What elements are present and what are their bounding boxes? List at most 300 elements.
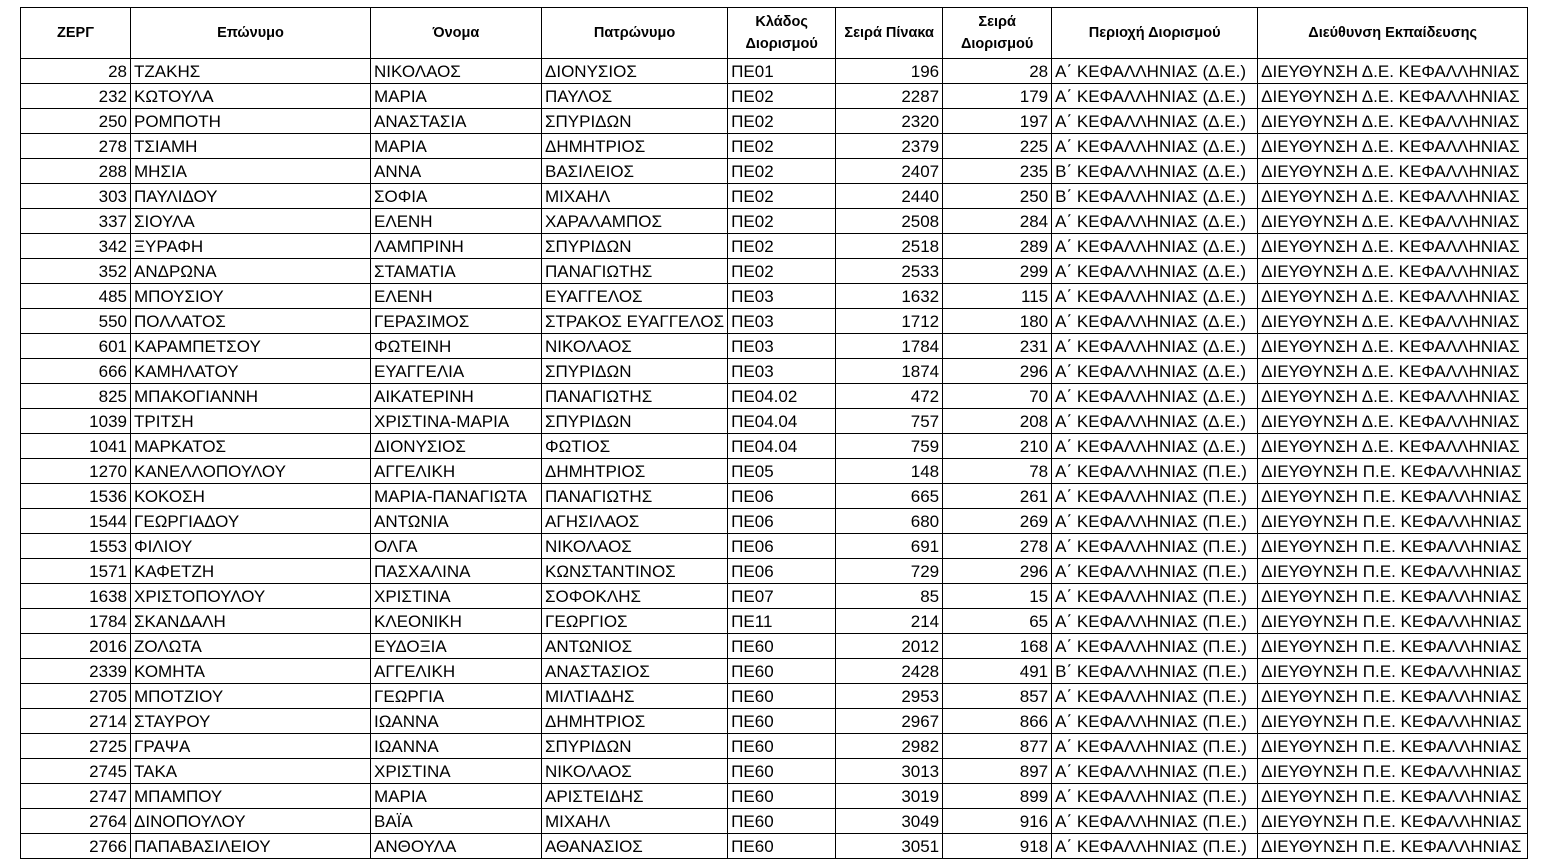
area-cell: Α΄ ΚΕΦΑΛΛΗΝΙΑΣ (Δ.Ε.) (1052, 409, 1258, 434)
directorate-cell: ΔΙΕΥΘΥΝΣΗ Δ.Ε. ΚΕΦΑΛΛΗΝΙΑΣ (1258, 134, 1528, 159)
table-row (21, 559, 1528, 584)
table-row (21, 809, 1528, 834)
surname-cell: ΜΠΑΜΠΟΥ (131, 784, 371, 809)
surname-cell: ΤΡΙΤΣΗ (131, 409, 371, 434)
appointment-rank-cell: 179 (943, 84, 1052, 109)
first-name-cell: ΜΑΡΙΑ (371, 134, 542, 159)
zerg-cell: 601 (21, 334, 131, 359)
area-cell: Α΄ ΚΕΦΑΛΛΗΝΙΑΣ (Π.Ε.) (1052, 784, 1258, 809)
branch-cell: ΠΕ02 (728, 134, 836, 159)
appointment-rank-cell: 197 (943, 109, 1052, 134)
directorate-cell: ΔΙΕΥΘΥΝΣΗ Π.Ε. ΚΕΦΑΛΛΗΝΙΑΣ (1258, 834, 1528, 859)
fathers-name-cell: ΑΝΤΩΝΙΟΣ (542, 634, 728, 659)
area-cell: Α΄ ΚΕΦΑΛΛΗΝΙΑΣ (Δ.Ε.) (1052, 209, 1258, 234)
table-rank-cell: 2440 (836, 184, 943, 209)
directorate-cell: ΔΙΕΥΘΥΝΣΗ Π.Ε. ΚΕΦΑΛΛΗΝΙΑΣ (1258, 684, 1528, 709)
fathers-name-cell: ΔΗΜΗΤΡΙΟΣ (542, 709, 728, 734)
table-row (21, 159, 1528, 184)
table-row (21, 309, 1528, 334)
fathers-name-cell: ΕΥΑΓΓΕΛΟΣ (542, 284, 728, 309)
table-rank-cell: 2533 (836, 259, 943, 284)
area-cell: Α΄ ΚΕΦΑΛΛΗΝΙΑΣ (Δ.Ε.) (1052, 59, 1258, 84)
surname-cell: ΑΝΔΡΩΝΑ (131, 259, 371, 284)
branch-cell: ΠΕ04.04 (728, 434, 836, 459)
directorate-cell: ΔΙΕΥΘΥΝΣΗ Δ.Ε. ΚΕΦΑΛΛΗΝΙΑΣ (1258, 84, 1528, 109)
directorate-cell: ΔΙΕΥΘΥΝΣΗ Δ.Ε. ΚΕΦΑΛΛΗΝΙΑΣ (1258, 209, 1528, 234)
surname-cell: ΜΗΣΙΑ (131, 159, 371, 184)
area-cell: Α΄ ΚΕΦΑΛΛΗΝΙΑΣ (Π.Ε.) (1052, 734, 1258, 759)
branch-cell: ΠΕ11 (728, 609, 836, 634)
directorate-cell: ΔΙΕΥΘΥΝΣΗ Δ.Ε. ΚΕΦΑΛΛΗΝΙΑΣ (1258, 384, 1528, 409)
zerg-cell: 288 (21, 159, 131, 184)
header-fathers-name: Πατρώνυμο (542, 8, 728, 59)
branch-cell: ΠΕ06 (728, 509, 836, 534)
zerg-cell: 2339 (21, 659, 131, 684)
fathers-name-cell: ΣΠΥΡΙΔΩΝ (542, 734, 728, 759)
appointment-rank-cell: 235 (943, 159, 1052, 184)
branch-cell: ΠΕ02 (728, 259, 836, 284)
area-cell: Α΄ ΚΕΦΑΛΛΗΝΙΑΣ (Δ.Ε.) (1052, 134, 1258, 159)
fathers-name-cell: ΠΑΝΑΓΙΩΤΗΣ (542, 484, 728, 509)
branch-cell: ΠΕ60 (728, 834, 836, 859)
branch-cell: ΠΕ60 (728, 634, 836, 659)
zerg-cell: 1270 (21, 459, 131, 484)
branch-cell: ΠΕ02 (728, 159, 836, 184)
area-cell: Α΄ ΚΕΦΑΛΛΗΝΙΑΣ (Δ.Ε.) (1052, 259, 1258, 284)
directorate-cell: ΔΙΕΥΘΥΝΣΗ Π.Ε. ΚΕΦΑΛΛΗΝΙΑΣ (1258, 809, 1528, 834)
first-name-cell: ΜΑΡΙΑ (371, 784, 542, 809)
zerg-cell: 278 (21, 134, 131, 159)
first-name-cell: ΧΡΙΣΤΙΝΑ (371, 584, 542, 609)
first-name-cell: ΧΡΙΣΤΙΝΑ (371, 759, 542, 784)
appointment-rank-cell: 866 (943, 709, 1052, 734)
first-name-cell: ΔΙΟΝΥΣΙΟΣ (371, 434, 542, 459)
fathers-name-cell: ΝΙΚΟΛΑΟΣ (542, 759, 728, 784)
branch-cell: ΠΕ02 (728, 184, 836, 209)
appointment-rank-cell: 899 (943, 784, 1052, 809)
table-row (21, 259, 1528, 284)
fathers-name-cell: ΣΠΥΡΙΔΩΝ (542, 409, 728, 434)
directorate-cell: ΔΙΕΥΘΥΝΣΗ Π.Ε. ΚΕΦΑΛΛΗΝΙΑΣ (1258, 484, 1528, 509)
zerg-cell: 232 (21, 84, 131, 109)
branch-cell: ΠΕ07 (728, 584, 836, 609)
first-name-cell: ΠΑΣΧΑΛΙΝΑ (371, 559, 542, 584)
surname-cell: ΡΟΜΠΟΤΗ (131, 109, 371, 134)
table-row (21, 209, 1528, 234)
directorate-cell: ΔΙΕΥΘΥΝΣΗ Π.Ε. ΚΕΦΑΛΛΗΝΙΑΣ (1258, 634, 1528, 659)
table-row (21, 509, 1528, 534)
area-cell: Α΄ ΚΕΦΑΛΛΗΝΙΑΣ (Δ.Ε.) (1052, 109, 1258, 134)
directorate-cell: ΔΙΕΥΘΥΝΣΗ Δ.Ε. ΚΕΦΑΛΛΗΝΙΑΣ (1258, 184, 1528, 209)
appointment-rank-cell: 180 (943, 309, 1052, 334)
first-name-cell: ΣΟΦΙΑ (371, 184, 542, 209)
surname-cell: ΤΣΙΑΜΗ (131, 134, 371, 159)
directorate-cell: ΔΙΕΥΘΥΝΣΗ Π.Ε. ΚΕΦΑΛΛΗΝΙΑΣ (1258, 459, 1528, 484)
surname-cell: ΤΖΑΚΗΣ (131, 59, 371, 84)
surname-cell: ΚΑΦΕΤΖΗ (131, 559, 371, 584)
table-rank-cell: 2012 (836, 634, 943, 659)
directorate-cell: ΔΙΕΥΘΥΝΣΗ Π.Ε. ΚΕΦΑΛΛΗΝΙΑΣ (1258, 784, 1528, 809)
fathers-name-cell: ΣΟΦΟΚΛΗΣ (542, 584, 728, 609)
fathers-name-cell: ΠΑΥΛΟΣ (542, 84, 728, 109)
table-rank-cell: 729 (836, 559, 943, 584)
zerg-cell: 1571 (21, 559, 131, 584)
table-rank-cell: 2287 (836, 84, 943, 109)
first-name-cell: ΦΩΤΕΙΝΗ (371, 334, 542, 359)
directorate-cell: ΔΙΕΥΘΥΝΣΗ Δ.Ε. ΚΕΦΑΛΛΗΝΙΑΣ (1258, 409, 1528, 434)
header-appointment-rank: Σειρά Διορισμού (943, 8, 1052, 59)
first-name-cell: ΒΑΪΑ (371, 809, 542, 834)
appointment-rank-cell: 28 (943, 59, 1052, 84)
appointment-rank-cell: 269 (943, 509, 1052, 534)
surname-cell: ΣΤΑΥΡΟΥ (131, 709, 371, 734)
table-row (21, 759, 1528, 784)
area-cell: Α΄ ΚΕΦΑΛΛΗΝΙΑΣ (Π.Ε.) (1052, 709, 1258, 734)
fathers-name-cell: ΠΑΝΑΓΙΩΤΗΣ (542, 384, 728, 409)
zerg-cell: 28 (21, 59, 131, 84)
surname-cell: ΚΟΜΗΤΑ (131, 659, 371, 684)
first-name-cell: ΝΙΚΟΛΑΟΣ (371, 59, 542, 84)
surname-cell: ΞΥΡΑΦΗ (131, 234, 371, 259)
branch-cell: ΠΕ60 (728, 659, 836, 684)
area-cell: Β΄ ΚΕΦΑΛΛΗΝΙΑΣ (Π.Ε.) (1052, 659, 1258, 684)
table-row (21, 359, 1528, 384)
area-cell: Α΄ ΚΕΦΑΛΛΗΝΙΑΣ (Π.Ε.) (1052, 809, 1258, 834)
area-cell: Α΄ ΚΕΦΑΛΛΗΝΙΑΣ (Π.Ε.) (1052, 834, 1258, 859)
zerg-cell: 352 (21, 259, 131, 284)
fathers-name-cell: ΔΙΟΝΥΣΙΟΣ (542, 59, 728, 84)
table-row (21, 334, 1528, 359)
first-name-cell: ΜΑΡΙΑ-ΠΑΝΑΓΙΩΤΑ (371, 484, 542, 509)
zerg-cell: 2725 (21, 734, 131, 759)
table-row (21, 184, 1528, 209)
header-education-directorate: Διεύθυνση Εκπαίδευσης (1258, 8, 1528, 59)
table-row (21, 109, 1528, 134)
fathers-name-cell: ΣΠΥΡΙΔΩΝ (542, 109, 728, 134)
table-rank-cell: 2508 (836, 209, 943, 234)
directorate-cell: ΔΙΕΥΘΥΝΣΗ Π.Ε. ΚΕΦΑΛΛΗΝΙΑΣ (1258, 534, 1528, 559)
fathers-name-cell: ΚΩΝΣΤΑΝΤΙΝΟΣ (542, 559, 728, 584)
table-rank-cell: 85 (836, 584, 943, 609)
fathers-name-cell: ΑΘΑΝΑΣΙΟΣ (542, 834, 728, 859)
branch-cell: ΠΕ03 (728, 309, 836, 334)
surname-cell: ΖΟΛΩΤΑ (131, 634, 371, 659)
area-cell: Α΄ ΚΕΦΑΛΛΗΝΙΑΣ (Δ.Ε.) (1052, 434, 1258, 459)
appointment-rank-cell: 231 (943, 334, 1052, 359)
branch-cell: ΠΕ60 (728, 809, 836, 834)
directorate-cell: ΔΙΕΥΘΥΝΣΗ Δ.Ε. ΚΕΦΑΛΛΗΝΙΑΣ (1258, 284, 1528, 309)
first-name-cell: ΑΓΓΕΛΙΚΗ (371, 459, 542, 484)
appointment-rank-cell: 225 (943, 134, 1052, 159)
zerg-cell: 250 (21, 109, 131, 134)
directorate-cell: ΔΙΕΥΘΥΝΣΗ Δ.Ε. ΚΕΦΑΛΛΗΝΙΑΣ (1258, 159, 1528, 184)
table-rank-cell: 1712 (836, 309, 943, 334)
fathers-name-cell: ΠΑΝΑΓΙΩΤΗΣ (542, 259, 728, 284)
appointment-rank-cell: 168 (943, 634, 1052, 659)
table-rank-cell: 2967 (836, 709, 943, 734)
area-cell: Α΄ ΚΕΦΑΛΛΗΝΙΑΣ (Δ.Ε.) (1052, 284, 1258, 309)
first-name-cell: ΑΝΘΟΥΛΑ (371, 834, 542, 859)
table-rank-cell: 472 (836, 384, 943, 409)
first-name-cell: ΙΩΑΝΝΑ (371, 734, 542, 759)
directorate-cell: ΔΙΕΥΘΥΝΣΗ Π.Ε. ΚΕΦΑΛΛΗΝΙΑΣ (1258, 734, 1528, 759)
table-row (21, 284, 1528, 309)
branch-cell: ΠΕ06 (728, 484, 836, 509)
area-cell: Α΄ ΚΕΦΑΛΛΗΝΙΑΣ (Δ.Ε.) (1052, 84, 1258, 109)
first-name-cell: ΛΑΜΠΡΙΝΗ (371, 234, 542, 259)
table-rank-cell: 196 (836, 59, 943, 84)
appointment-rank-cell: 299 (943, 259, 1052, 284)
first-name-cell: ΟΛΓΑ (371, 534, 542, 559)
area-cell: Α΄ ΚΕΦΑΛΛΗΝΙΑΣ (Δ.Ε.) (1052, 334, 1258, 359)
surname-cell: ΜΑΡΚΑΤΟΣ (131, 434, 371, 459)
fathers-name-cell: ΔΗΜΗΤΡΙΟΣ (542, 134, 728, 159)
header-appointment-branch: Κλάδος Διορισμού (728, 8, 836, 59)
directorate-cell: ΔΙΕΥΘΥΝΣΗ Π.Ε. ΚΕΦΑΛΛΗΝΙΑΣ (1258, 584, 1528, 609)
directorate-cell: ΔΙΕΥΘΥΝΣΗ Π.Ε. ΚΕΦΑΛΛΗΝΙΑΣ (1258, 759, 1528, 784)
header-first-name: Όνομα (371, 8, 542, 59)
zerg-cell: 337 (21, 209, 131, 234)
appointment-rank-cell: 284 (943, 209, 1052, 234)
table-row (21, 134, 1528, 159)
table-row (21, 684, 1528, 709)
directorate-cell: ΔΙΕΥΘΥΝΣΗ Δ.Ε. ΚΕΦΑΛΛΗΝΙΑΣ (1258, 334, 1528, 359)
first-name-cell: ΑΙΚΑΤΕΡΙΝΗ (371, 384, 542, 409)
fathers-name-cell: ΣΤΡΑΚΟΣ ΕΥΑΓΓΕΛΟΣ (542, 309, 728, 334)
table-rank-cell: 214 (836, 609, 943, 634)
area-cell: Α΄ ΚΕΦΑΛΛΗΝΙΑΣ (Π.Ε.) (1052, 509, 1258, 534)
surname-cell: ΚΟΚΟΣΗ (131, 484, 371, 509)
table-rank-cell: 1874 (836, 359, 943, 384)
table-row (21, 459, 1528, 484)
directorate-cell: ΔΙΕΥΘΥΝΣΗ Δ.Ε. ΚΕΦΑΛΛΗΝΙΑΣ (1258, 434, 1528, 459)
appointment-rank-cell: 289 (943, 234, 1052, 259)
surname-cell: ΚΩΤΟΥΛΑ (131, 84, 371, 109)
appointment-rank-cell: 916 (943, 809, 1052, 834)
area-cell: Α΄ ΚΕΦΑΛΛΗΝΙΑΣ (Π.Ε.) (1052, 459, 1258, 484)
table-body (21, 59, 1528, 859)
fathers-name-cell: ΝΙΚΟΛΑΟΣ (542, 534, 728, 559)
surname-cell: ΣΙΟΥΛΑ (131, 209, 371, 234)
area-cell: Α΄ ΚΕΦΑΛΛΗΝΙΑΣ (Π.Ε.) (1052, 584, 1258, 609)
table-row (21, 834, 1528, 859)
table-rank-cell: 691 (836, 534, 943, 559)
zerg-cell: 1784 (21, 609, 131, 634)
first-name-cell: ΑΓΓΕΛΙΚΗ (371, 659, 542, 684)
surname-cell: ΣΚΑΝΔΑΛΗ (131, 609, 371, 634)
branch-cell: ΠΕ01 (728, 59, 836, 84)
appointment-rank-cell: 15 (943, 584, 1052, 609)
table-rank-cell: 2982 (836, 734, 943, 759)
first-name-cell: ΓΕΡΑΣΙΜΟΣ (371, 309, 542, 334)
first-name-cell: ΑΝΝΑ (371, 159, 542, 184)
appointment-rank-cell: 296 (943, 559, 1052, 584)
table-row (21, 484, 1528, 509)
area-cell: Α΄ ΚΕΦΑΛΛΗΝΙΑΣ (Π.Ε.) (1052, 484, 1258, 509)
fathers-name-cell: ΦΩΤΙΟΣ (542, 434, 728, 459)
first-name-cell: ΚΛΕΟΝΙΚΗ (371, 609, 542, 634)
surname-cell: ΠΑΠΑΒΑΣΙΛΕΙΟΥ (131, 834, 371, 859)
table-row (21, 584, 1528, 609)
branch-cell: ΠΕ60 (728, 759, 836, 784)
surname-cell: ΠΑΥΛΙΔΟΥ (131, 184, 371, 209)
zerg-cell: 1544 (21, 509, 131, 534)
appointment-rank-cell: 65 (943, 609, 1052, 634)
first-name-cell: ΕΛΕΝΗ (371, 284, 542, 309)
appointment-rank-cell: 115 (943, 284, 1052, 309)
fathers-name-cell: ΑΓΗΣΙΛΑΟΣ (542, 509, 728, 534)
table-row (21, 709, 1528, 734)
appointment-rank-cell: 491 (943, 659, 1052, 684)
surname-cell: ΚΑΜΗΛΑΤΟΥ (131, 359, 371, 384)
surname-cell: ΜΠΑΚΟΓΙΑΝΝΗ (131, 384, 371, 409)
table-rank-cell: 2407 (836, 159, 943, 184)
area-cell: Β΄ ΚΕΦΑΛΛΗΝΙΑΣ (Δ.Ε.) (1052, 159, 1258, 184)
surname-cell: ΓΡΑΨΑ (131, 734, 371, 759)
appointment-rank-cell: 296 (943, 359, 1052, 384)
table-rank-cell: 3051 (836, 834, 943, 859)
table-row (21, 784, 1528, 809)
directorate-cell: ΔΙΕΥΘΥΝΣΗ Π.Ε. ΚΕΦΑΛΛΗΝΙΑΣ (1258, 559, 1528, 584)
surname-cell: ΠΟΛΛΑΤΟΣ (131, 309, 371, 334)
fathers-name-cell: ΑΡΙΣΤΕΙΔΗΣ (542, 784, 728, 809)
appointment-rank-cell: 278 (943, 534, 1052, 559)
directorate-cell: ΔΙΕΥΘΥΝΣΗ Δ.Ε. ΚΕΦΑΛΛΗΝΙΑΣ (1258, 109, 1528, 134)
branch-cell: ΠΕ03 (728, 284, 836, 309)
directorate-cell: ΔΙΕΥΘΥΝΣΗ Π.Ε. ΚΕΦΑΛΛΗΝΙΑΣ (1258, 509, 1528, 534)
zerg-cell: 1638 (21, 584, 131, 609)
branch-cell: ΠΕ05 (728, 459, 836, 484)
appointment-rank-cell: 918 (943, 834, 1052, 859)
branch-cell: ΠΕ60 (728, 709, 836, 734)
appointment-rank-cell: 877 (943, 734, 1052, 759)
table-rank-cell: 3049 (836, 809, 943, 834)
area-cell: Α΄ ΚΕΦΑΛΛΗΝΙΑΣ (Δ.Ε.) (1052, 384, 1258, 409)
header-zerg: ΖΕΡΓ (21, 8, 131, 59)
table-rank-cell: 2953 (836, 684, 943, 709)
branch-cell: ΠΕ04.04 (728, 409, 836, 434)
first-name-cell: ΑΝΑΣΤΑΣΙΑ (371, 109, 542, 134)
branch-cell: ΠΕ06 (728, 559, 836, 584)
table-row (21, 534, 1528, 559)
fathers-name-cell: ΜΙΧΑΗΛ (542, 809, 728, 834)
branch-cell: ΠΕ60 (728, 734, 836, 759)
zerg-cell: 2745 (21, 759, 131, 784)
table-rank-cell: 148 (836, 459, 943, 484)
fathers-name-cell: ΒΑΣΙΛΕΙΟΣ (542, 159, 728, 184)
surname-cell: ΓΕΩΡΓΙΑΔΟΥ (131, 509, 371, 534)
first-name-cell: ΣΤΑΜΑΤΙΑ (371, 259, 542, 284)
fathers-name-cell: ΜΙΧΑΗΛ (542, 184, 728, 209)
zerg-cell: 303 (21, 184, 131, 209)
appointment-rank-cell: 261 (943, 484, 1052, 509)
fathers-name-cell: ΣΠΥΡΙΔΩΝ (542, 359, 728, 384)
header-table-rank: Σειρά Πίνακα (836, 8, 943, 59)
zerg-cell: 825 (21, 384, 131, 409)
area-cell: Α΄ ΚΕΦΑΛΛΗΝΙΑΣ (Π.Ε.) (1052, 534, 1258, 559)
table-row (21, 84, 1528, 109)
appointment-rank-cell: 897 (943, 759, 1052, 784)
area-cell: Α΄ ΚΕΦΑΛΛΗΝΙΑΣ (Δ.Ε.) (1052, 309, 1258, 334)
area-cell: Β΄ ΚΕΦΑΛΛΗΝΙΑΣ (Δ.Ε.) (1052, 184, 1258, 209)
table-row (21, 234, 1528, 259)
fathers-name-cell: ΧΑΡΑΛΑΜΠΟΣ (542, 209, 728, 234)
zerg-cell: 2705 (21, 684, 131, 709)
fathers-name-cell: ΔΗΜΗΤΡΙΟΣ (542, 459, 728, 484)
zerg-cell: 2016 (21, 634, 131, 659)
header-appointment-area: Περιοχή Διορισμού (1052, 8, 1258, 59)
first-name-cell: ΜΑΡΙΑ (371, 84, 542, 109)
area-cell: Α΄ ΚΕΦΑΛΛΗΝΙΑΣ (Δ.Ε.) (1052, 359, 1258, 384)
table-rank-cell: 2518 (836, 234, 943, 259)
zerg-cell: 1041 (21, 434, 131, 459)
branch-cell: ΠΕ60 (728, 684, 836, 709)
zerg-cell: 2766 (21, 834, 131, 859)
surname-cell: ΚΑΡΑΜΠΕΤΣΟΥ (131, 334, 371, 359)
zerg-cell: 1039 (21, 409, 131, 434)
appointment-rank-cell: 208 (943, 409, 1052, 434)
table-rank-cell: 1784 (836, 334, 943, 359)
appointment-rank-cell: 857 (943, 684, 1052, 709)
area-cell: Α΄ ΚΕΦΑΛΛΗΝΙΑΣ (Π.Ε.) (1052, 609, 1258, 634)
spreadsheet (20, 7, 1528, 859)
area-cell: Α΄ ΚΕΦΑΛΛΗΝΙΑΣ (Π.Ε.) (1052, 634, 1258, 659)
fathers-name-cell: ΣΠΥΡΙΔΩΝ (542, 234, 728, 259)
branch-cell: ΠΕ02 (728, 209, 836, 234)
first-name-cell: ΑΝΤΩΝΙΑ (371, 509, 542, 534)
directorate-cell: ΔΙΕΥΘΥΝΣΗ Π.Ε. ΚΕΦΑΛΛΗΝΙΑΣ (1258, 609, 1528, 634)
directorate-cell: ΔΙΕΥΘΥΝΣΗ Δ.Ε. ΚΕΦΑΛΛΗΝΙΑΣ (1258, 59, 1528, 84)
branch-cell: ΠΕ04.02 (728, 384, 836, 409)
table-row (21, 634, 1528, 659)
fathers-name-cell: ΜΙΛΤΙΑΔΗΣ (542, 684, 728, 709)
table-rank-cell: 680 (836, 509, 943, 534)
table-rank-cell: 2320 (836, 109, 943, 134)
fathers-name-cell: ΑΝΑΣΤΑΣΙΟΣ (542, 659, 728, 684)
first-name-cell: ΓΕΩΡΓΙΑ (371, 684, 542, 709)
table-row (21, 434, 1528, 459)
zerg-cell: 342 (21, 234, 131, 259)
directorate-cell: ΔΙΕΥΘΥΝΣΗ Δ.Ε. ΚΕΦΑΛΛΗΝΙΑΣ (1258, 259, 1528, 284)
header-surname: Επώνυμο (131, 8, 371, 59)
first-name-cell: ΙΩΑΝΝΑ (371, 709, 542, 734)
fathers-name-cell: ΓΕΩΡΓΙΟΣ (542, 609, 728, 634)
surname-cell: ΦΙΛΙΟΥ (131, 534, 371, 559)
table-row (21, 384, 1528, 409)
table-rank-cell: 3019 (836, 784, 943, 809)
area-cell: Α΄ ΚΕΦΑΛΛΗΝΙΑΣ (Π.Ε.) (1052, 559, 1258, 584)
directorate-cell: ΔΙΕΥΘΥΝΣΗ Δ.Ε. ΚΕΦΑΛΛΗΝΙΑΣ (1258, 234, 1528, 259)
header-row (21, 8, 1528, 59)
zerg-cell: 2764 (21, 809, 131, 834)
appointment-rank-cell: 250 (943, 184, 1052, 209)
zerg-cell: 1536 (21, 484, 131, 509)
area-cell: Α΄ ΚΕΦΑΛΛΗΝΙΑΣ (Π.Ε.) (1052, 684, 1258, 709)
table-row (21, 409, 1528, 434)
appointment-rank-cell: 78 (943, 459, 1052, 484)
surname-cell: ΔΙΝΟΠΟΥΛΟΥ (131, 809, 371, 834)
area-cell: Α΄ ΚΕΦΑΛΛΗΝΙΑΣ (Π.Ε.) (1052, 759, 1258, 784)
table-rank-cell: 759 (836, 434, 943, 459)
first-name-cell: ΧΡΙΣΤΙΝΑ-ΜΑΡΙΑ (371, 409, 542, 434)
table-row (21, 609, 1528, 634)
zerg-cell: 666 (21, 359, 131, 384)
table-rank-cell: 2379 (836, 134, 943, 159)
table-rank-cell: 1632 (836, 284, 943, 309)
surname-cell: ΚΑΝΕΛΛΟΠΟΥΛΟΥ (131, 459, 371, 484)
surname-cell: ΧΡΙΣΤΟΠΟΥΛΟΥ (131, 584, 371, 609)
first-name-cell: ΕΛΕΝΗ (371, 209, 542, 234)
